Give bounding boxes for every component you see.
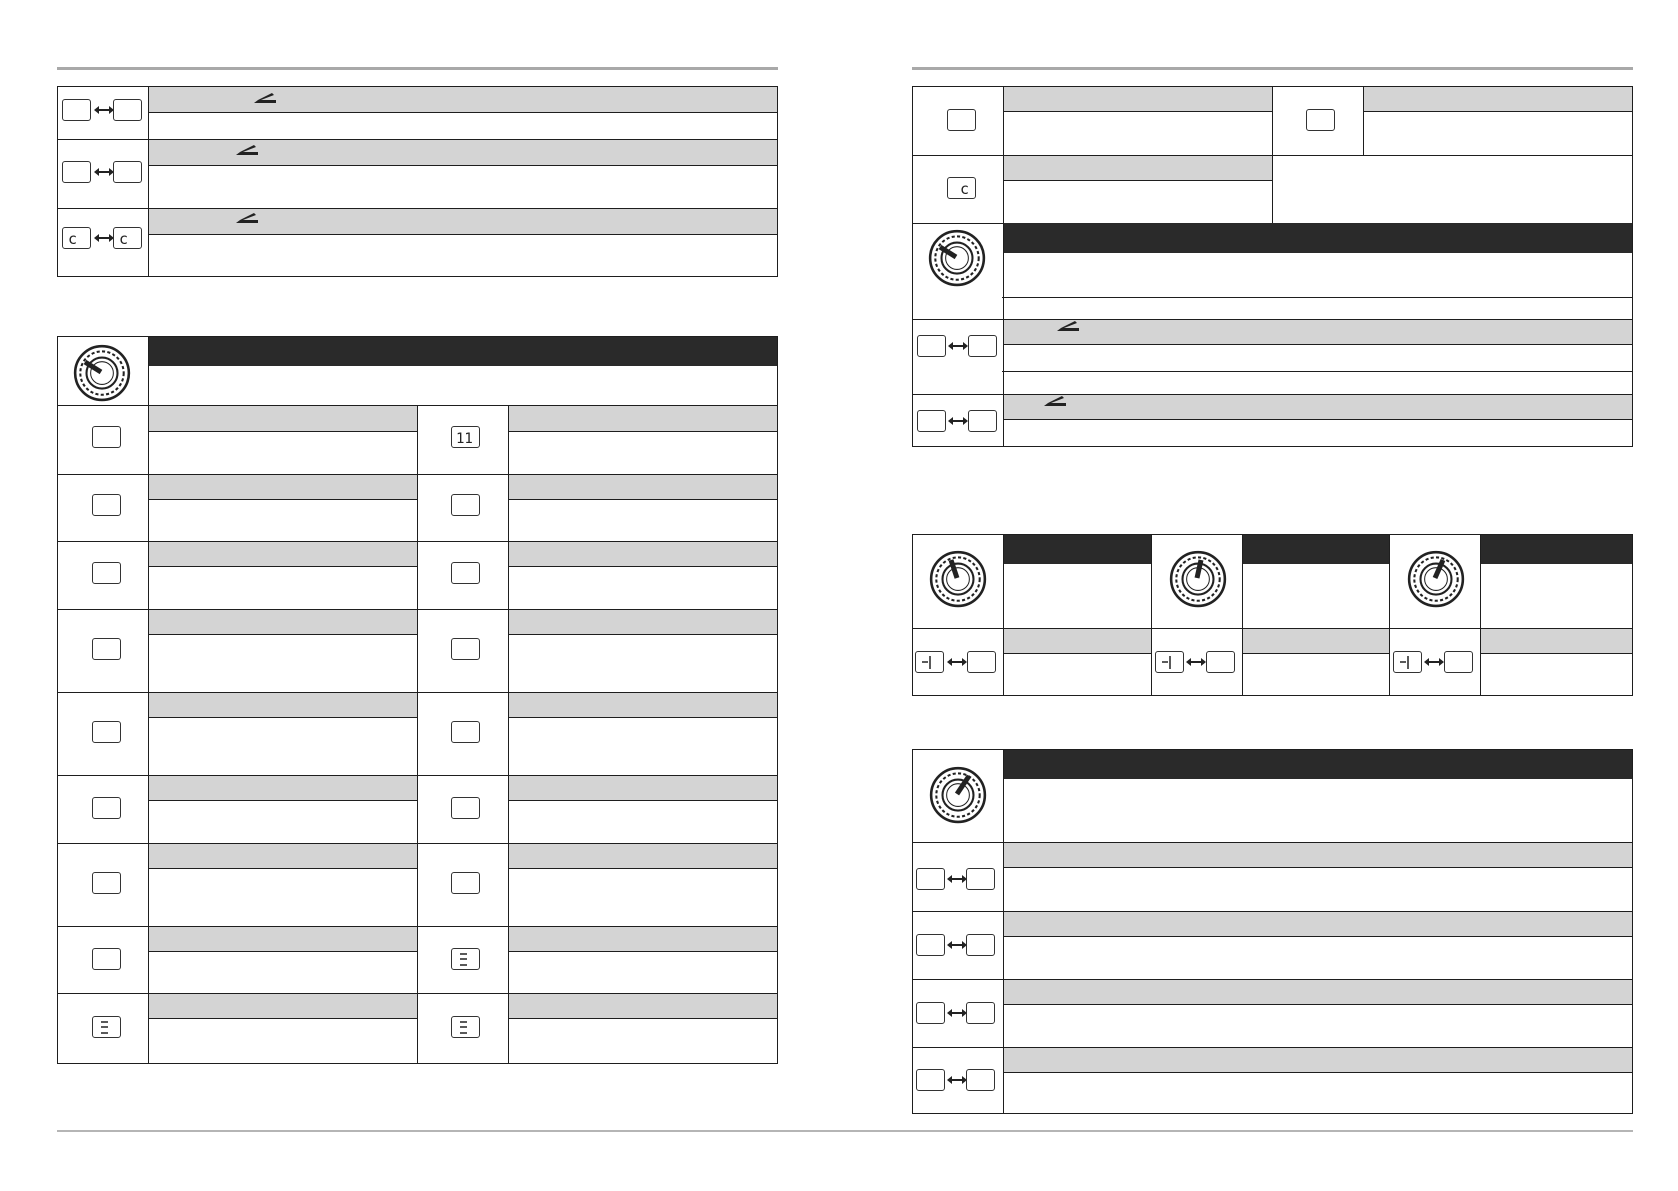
expression-pedal-icon <box>234 143 260 157</box>
expression-pedal-icon <box>1042 394 1068 408</box>
display-icon <box>451 562 480 584</box>
display-icon <box>113 99 142 121</box>
display-icon <box>967 651 996 673</box>
display-icon <box>1206 651 1235 673</box>
display-icon <box>113 161 142 183</box>
display-icon <box>92 562 121 584</box>
display-icon <box>92 426 121 448</box>
display-icon <box>92 948 121 970</box>
display-c-icon <box>113 227 142 249</box>
double-arrow-icon <box>1186 658 1206 666</box>
double-arrow-icon <box>1424 658 1444 666</box>
double-arrow-icon <box>947 1076 967 1084</box>
znr-amp-knob-icon <box>927 762 989 824</box>
expression-pedal-icon <box>234 211 260 225</box>
display-stack-icon <box>92 1016 121 1038</box>
double-arrow-icon <box>947 1009 967 1017</box>
display-icon <box>92 638 121 660</box>
display-icon <box>92 721 121 743</box>
display-icon <box>968 335 997 357</box>
display-icon <box>917 335 946 357</box>
top-rule-left <box>57 67 778 70</box>
display-icon <box>451 872 480 894</box>
svg-text:11: 11 <box>456 431 473 447</box>
expression-pedal-icon <box>1055 319 1081 333</box>
bottom-rule <box>57 1130 1633 1132</box>
znr-amp-table <box>912 749 1633 1114</box>
display-c-icon <box>62 227 91 249</box>
drive-parameter-table <box>57 336 778 1064</box>
drive-knob-icon <box>926 225 988 287</box>
display-icon <box>917 410 946 432</box>
eq-knob-icon <box>1405 546 1467 608</box>
svg-text:c: c <box>68 230 78 248</box>
display-icon <box>968 410 997 432</box>
display-icon <box>947 109 976 131</box>
display-icon <box>916 868 945 890</box>
double-arrow-icon <box>948 417 968 425</box>
display-icon <box>966 868 995 890</box>
display-icon <box>451 638 480 660</box>
display-stack-icon <box>451 1016 480 1038</box>
display-icon <box>62 99 91 121</box>
display-icon <box>916 1002 945 1024</box>
expression-pedal-icon <box>252 91 278 105</box>
display-dash-icon <box>1393 651 1422 673</box>
display-icon <box>451 797 480 819</box>
display-icon <box>92 494 121 516</box>
double-arrow-icon <box>94 106 114 114</box>
display-icon <box>92 797 121 819</box>
display-dash-icon <box>915 651 944 673</box>
display-icon <box>1306 109 1335 131</box>
display-11-icon <box>451 426 480 448</box>
pedal-assign-table <box>57 86 778 277</box>
eq-table <box>912 534 1633 696</box>
double-arrow-icon <box>948 342 968 350</box>
display-c-icon <box>947 177 976 199</box>
display-icon <box>966 1069 995 1091</box>
display-icon <box>62 161 91 183</box>
double-arrow-icon <box>947 658 967 666</box>
svg-text:c: c <box>119 230 129 248</box>
span-row-1 <box>913 297 1002 319</box>
span-row-2 <box>913 371 1002 393</box>
display-icon <box>451 721 480 743</box>
display-icon <box>451 494 480 516</box>
display-dash-icon <box>1155 651 1184 673</box>
display-stack-icon <box>451 948 480 970</box>
drive-module-table <box>912 86 1633 447</box>
display-icon <box>966 1002 995 1024</box>
display-icon <box>92 872 121 894</box>
double-arrow-icon <box>94 168 114 176</box>
display-icon <box>1444 651 1473 673</box>
double-arrow-icon <box>947 941 967 949</box>
display-icon <box>916 1069 945 1091</box>
display-icon <box>916 934 945 956</box>
display-icon <box>966 934 995 956</box>
svg-text:c: c <box>960 180 970 198</box>
double-arrow-icon <box>947 875 967 883</box>
eq-knob-icon <box>927 546 989 608</box>
drive-knob-icon <box>71 340 133 402</box>
double-arrow-icon <box>94 234 114 242</box>
eq-knob-icon <box>1167 546 1229 608</box>
top-rule-right <box>912 67 1633 70</box>
